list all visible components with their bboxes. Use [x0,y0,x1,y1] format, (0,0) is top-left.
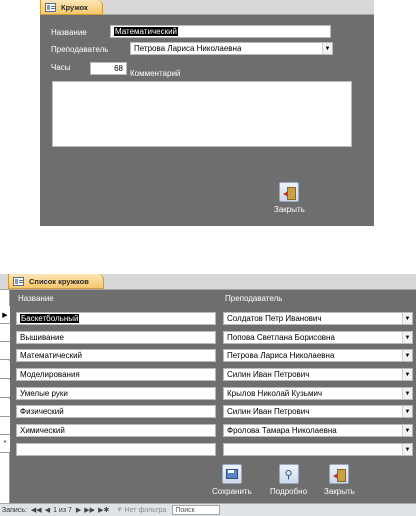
filter-icon: ⚘ [116,506,123,514]
comment-field[interactable] [52,81,352,147]
row-name-field[interactable] [16,368,216,381]
name-label: Название [51,28,87,37]
close-button-label: Закрыть [324,487,355,496]
last-record-icon[interactable]: ▶▶ [84,506,96,514]
row-name-value: Баскетбольный [21,314,79,323]
club-list-form [0,274,416,516]
record-selector[interactable] [0,380,10,398]
new-row-teacher-combo[interactable] [223,443,413,456]
row-teacher-value: Фролова Тамара Николаевна [227,426,337,435]
new-row-name-field[interactable] [16,443,216,456]
record-selector[interactable]: * [0,435,10,453]
row-teacher-value: Солдатов Петр Иванович [227,314,322,323]
chevron-down-icon[interactable]: ▼ [402,332,412,343]
teacher-label: Преподаватель [51,45,109,54]
row-name-field[interactable] [16,349,216,362]
row-teacher-combo[interactable] [223,312,413,325]
search-input[interactable] [172,505,220,515]
save-icon [222,464,242,484]
row-teacher-combo[interactable] [223,424,413,437]
record-navigation-bar [0,503,416,516]
record-selector[interactable] [0,399,10,417]
close-button[interactable] [274,182,305,214]
row-name-field[interactable] [16,387,216,400]
hours-field-value: 68 [114,64,123,73]
hours-label: Часы [51,63,71,72]
tab-club-list[interactable] [8,274,104,289]
row-name-field[interactable] [16,312,216,325]
tab-club[interactable] [40,0,103,15]
row-teacher-value: Попова Светлана Борисовна [227,333,335,342]
row-name-field[interactable] [16,331,216,344]
save-button[interactable] [212,464,252,496]
chevron-down-icon[interactable]: ▼ [402,406,412,417]
teacher-combo[interactable] [130,42,333,55]
row-name-value: Умелые руки [20,389,68,398]
row-name-value: Математический [20,351,83,360]
save-button-label: Сохранить [212,487,252,496]
form-tab-strip [40,0,374,15]
row-name-field[interactable] [16,405,216,418]
form-tab-strip [0,274,416,290]
prev-record-icon[interactable]: ◀ [44,506,51,514]
row-teacher-value: Крылов Николай Кузьмич [227,389,323,398]
record-selector[interactable] [0,324,10,342]
record-selector[interactable] [0,342,10,360]
record-selector[interactable]: ▶ [0,306,10,324]
tab-club-label: Кружок [61,2,88,12]
records-label: Запись: [2,506,27,514]
record-selector[interactable] [0,361,10,379]
row-teacher-combo[interactable] [223,368,413,381]
chevron-down-icon[interactable]: ▼ [322,43,332,54]
teacher-combo-value: Петрова Лариса Николаевна [134,44,242,53]
row-teacher-value: Силин Иван Петрович [227,370,310,379]
close-door-icon [329,464,349,484]
row-teacher-value: Петрова Лариса Николаевна [227,351,335,360]
row-name-value: Моделирования [20,370,80,379]
filter-indicator[interactable] [116,506,166,514]
name-field[interactable] [110,25,331,38]
row-teacher-combo[interactable] [223,405,413,418]
binoculars-icon: ⚲ [279,464,299,484]
comment-label: Комментарий [130,69,181,78]
chevron-down-icon[interactable]: ▼ [402,350,412,361]
details-button-label: Подробно [270,487,308,496]
row-name-field[interactable] [16,424,216,437]
row-teacher-combo[interactable] [223,349,413,362]
next-record-icon[interactable]: ▶ [75,506,82,514]
close-button[interactable] [324,464,355,496]
filter-label: Нет фильтра [124,506,167,514]
close-button-label: Закрыть [274,205,305,214]
search-label: Поиск [175,506,195,514]
form-icon [45,3,56,12]
first-record-icon[interactable]: ◀◀ [30,506,42,514]
chevron-down-icon[interactable]: ▼ [402,313,412,324]
close-door-icon [279,182,299,202]
new-record-icon[interactable]: ▶✱ [98,506,110,514]
chevron-down-icon[interactable]: ▼ [402,369,412,380]
column-header-teacher: Преподаватель [225,294,283,303]
tab-club-list-label: Список кружков [29,276,89,286]
details-button[interactable] [270,464,307,496]
chevron-down-icon[interactable]: ▼ [402,425,412,436]
hours-field[interactable] [90,62,127,75]
row-teacher-combo[interactable] [223,331,413,344]
row-name-value: Физический [20,407,64,416]
record-selector[interactable] [0,417,10,435]
club-form [40,0,374,226]
row-name-value: Химический [20,426,65,435]
row-name-value: Вышивание [20,333,64,342]
name-field-value: Математический [115,27,178,36]
record-position[interactable]: 1 из 7 [53,506,72,514]
row-teacher-value: Силин Иван Петрович [227,407,310,416]
chevron-down-icon[interactable]: ▼ [402,444,412,455]
column-header-name: Название [18,294,54,303]
chevron-down-icon[interactable]: ▼ [402,388,412,399]
row-teacher-combo[interactable] [223,387,413,400]
form-icon [13,277,24,286]
